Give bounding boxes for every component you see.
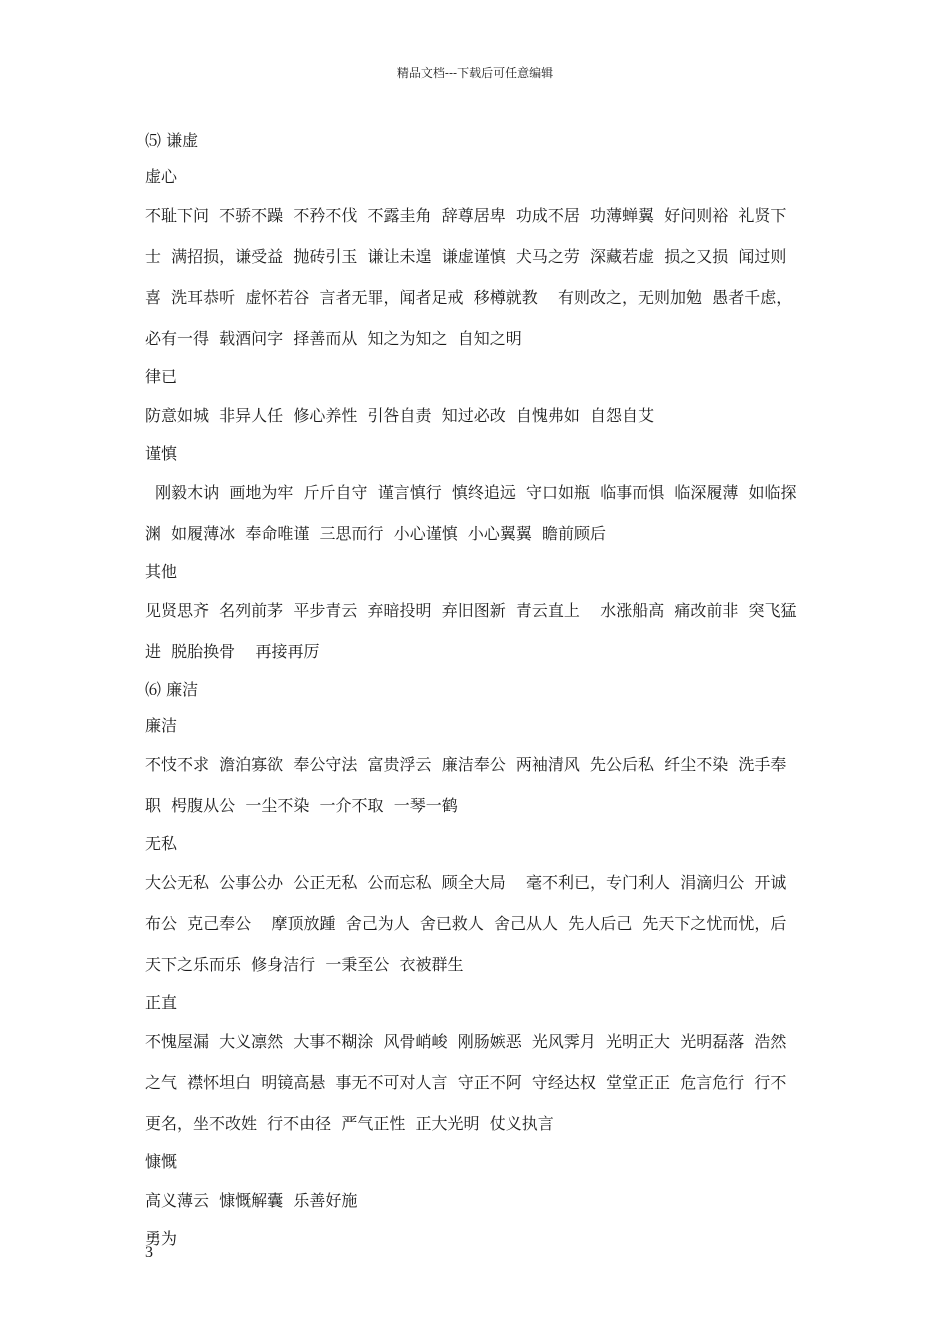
idiom-line: 必有一得 载酒问字 择善而从 知之为知之 自知之明 — [145, 329, 522, 348]
idiom-line: 进 脱胎换骨 再接再厉 — [145, 642, 320, 661]
section-title: ⑹ 廉洁 — [145, 680, 199, 699]
idiom-line: 职 枵腹从公 一尘不染 一介不取 一琴一鹤 — [145, 796, 458, 815]
subsection-title: 律已 — [145, 367, 178, 386]
subsection-title: 虚心 — [145, 167, 178, 186]
idiom-line: 之气 襟怀坦白 明镜高悬 事无不可对人言 守正不阿 守经达权 堂堂正正 危言危行 行不 — [145, 1073, 787, 1092]
idiom-line: 渊 如履薄冰 奉命唯谨 三思而行 小心谨慎 小心翼翼 瞻前顾后 — [145, 524, 607, 543]
idiom-line: 高义薄云 慷慨解囊 乐善好施 — [145, 1191, 358, 1210]
idiom-line: 不忮不求 澹泊寡欲 奉公守法 富贵浮云 廉洁奉公 两袖清风 先公后私 纤尘不染 洗手奉 — [145, 755, 787, 774]
document-body — [145, 123, 809, 1257]
idiom-line: 防意如城 非异人任 修心养性 引咎自责 知过必改 自愧弗如 自怨自艾 — [145, 406, 655, 425]
subsection-title: 谨慎 — [145, 444, 178, 463]
page-header: 精品文档---下载后可任意编辑 — [396, 66, 554, 80]
subsection-title: 廉洁 — [145, 716, 178, 735]
idiom-line: 见贤思齐 名列前茅 平步青云 弃暗投明 弃旧图新 青云直上 水涨船高 痛改前非 突飞猛 — [145, 601, 797, 620]
idiom-line: 天下之乐而乐 修身洁行 一秉至公 衣被群生 — [145, 955, 464, 974]
idiom-line: 不愧屋漏 大义凛然 大事不糊涂 风骨峭峻 刚肠嫉恶 光风霁月 光明正大 光明磊落 浩然 — [145, 1032, 787, 1051]
subsection-title: 无私 — [145, 834, 178, 853]
idiom-line: 布公 克己奉公 摩顶放踵 舍己为人 舍已救人 舍己从人 先人后己 先天下之忧而忧，后 — [145, 914, 787, 933]
subsection-title: 勇为 — [145, 1229, 178, 1248]
page-number: 3 — [145, 1244, 153, 1261]
subsection-title: 正直 — [145, 993, 178, 1012]
idiom-line: 喜 洗耳恭听 虚怀若谷 言者无罪，闻者足戒 移樽就教 有则改之，无则加勉 愚者千虑， — [145, 288, 793, 307]
idiom-line: 更名，坐不改姓 行不由径 严气正性 正大光明 仗义执言 — [145, 1114, 554, 1133]
idiom-line: 士 满招损，谦受益 抛砖引玉 谦让未遑 谦虚谨慎 犬马之劳 深藏若虚 损之又损 闻过则 — [145, 247, 787, 266]
idiom-line: 不耻下问 不骄不躁 不矜不伐 不露圭角 辞尊居卑 功成不居 功薄蝉翼 好问则裕 礼贤下 — [145, 206, 787, 225]
idiom-line: 大公无私 公事公办 公正无私 公而忘私 顾全大局 毫不利已，专门利人 涓滴归公 开诚 — [145, 873, 787, 892]
idiom-line: 刚毅木讷 画地为牢 斤斤自守 谨言慎行 慎终追远 守口如瓶 临事而惧 临深履薄 如临探 — [145, 483, 797, 502]
subsection-title: 其他 — [145, 562, 178, 581]
subsection-title: 慷慨 — [145, 1152, 178, 1171]
section-title: ⑸ 谦虚 — [145, 131, 199, 150]
